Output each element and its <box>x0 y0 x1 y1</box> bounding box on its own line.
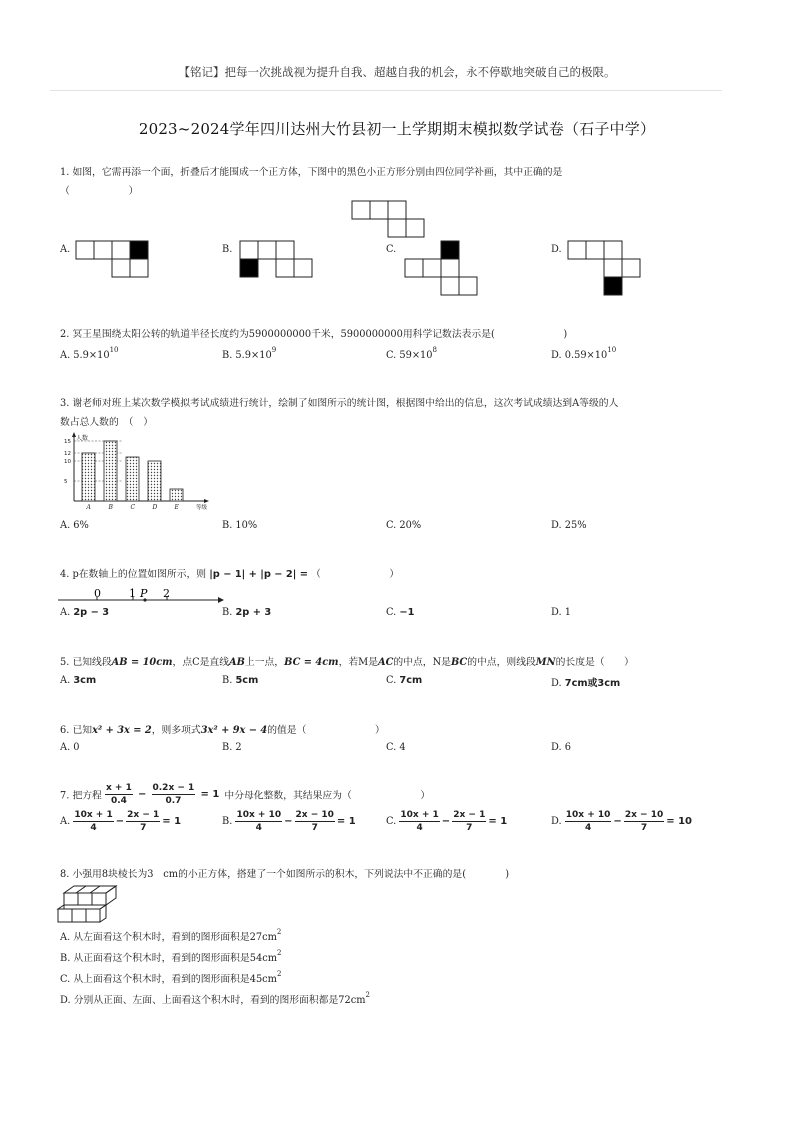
q4-stem: 4. p在数轴上的位置如图所示，则 |p − 1| + |p − 2| = （ ） <box>60 569 400 580</box>
q6-option-d: D. 6 <box>551 742 571 753</box>
q4-axis-label-p: P <box>140 587 148 600</box>
q8-stem: 8. 小强用8块棱长为3 cm的小正方体，搭建了一个如图所示的积木，下列说法中不正确的是( ) <box>60 869 510 880</box>
q6-option-a: A. 0 <box>60 742 80 753</box>
chart-x-tick-B: B <box>108 504 113 511</box>
chart-y-tick-1: 12 <box>64 451 71 457</box>
q4-option-b: B. 2p + 3 <box>222 607 272 618</box>
q1-option-d-label: D. <box>551 244 562 255</box>
chart-y-label: 人数 <box>76 435 89 442</box>
q1-answer-paren: （ ） <box>60 186 139 197</box>
chart-x-label: 等级 <box>196 505 208 511</box>
page-title: 2023~2024学年四川达州大竹县初一上学期期末模拟数学试卷（石子中学） <box>138 120 656 138</box>
q4-option-d: D. 1 <box>551 607 571 618</box>
q4-option-a: A. 2p − 3 <box>60 607 110 618</box>
q3-option-a: A. 6% <box>60 520 89 531</box>
q6-option-c: C. 4 <box>386 742 406 753</box>
q5-option-a: A. 3cm <box>60 675 97 686</box>
chart-y-tick-2: 10 <box>64 459 71 465</box>
q2-option-b: B. $5.9\times 10^9$ <box>222 346 277 361</box>
chart-y-tick-0: 15 <box>64 439 71 445</box>
chart-x-tick-A: A <box>86 504 91 511</box>
q4-option-c: C. −1 <box>386 607 415 618</box>
q4-axis-label-2: 2 <box>163 587 170 600</box>
q1-option-a-label: A. <box>60 244 71 255</box>
q7-fraction-2: $\frac{0.2x - 1}{0.7}$ <box>152 783 195 806</box>
q5-stem: 5. 已知线段AB = 10cm，点C是直线AB上一点，BC = 4cm，若M是AC的中点，N是BC的中点，则线段MN的长度是（ ） <box>60 657 634 668</box>
q3-option-b: B. 10% <box>222 520 258 531</box>
q4-axis-label-0: 0 <box>94 587 101 600</box>
q5-option-b: B. 5cm <box>222 675 259 686</box>
q2-option-a: A. $5.9\times 10^{10}$ <box>60 346 119 361</box>
q7-fraction-1: $\frac{x + 1}{0.4}$ <box>105 783 132 806</box>
q3-option-d: D. 25% <box>551 520 587 531</box>
chart-x-tick-C: C <box>130 504 136 511</box>
q2-option-c: C. $59\times 10^8$ <box>386 346 437 361</box>
q7-stem: 7. 把方程 $\frac{x + 1}{0.4}$ − $\frac{0.2x - 1}{0.7}$ = 1 中分母化整数，其结果应为（ ） <box>60 783 431 806</box>
chart-x-tick-E: E <box>174 504 179 511</box>
q1-stem: 1. 如图，它需再添一个面，折叠后才能围成一个正方体，下图中的黑色小正方形分别由四位同学补画，其中正确的是 <box>60 167 563 178</box>
chart-x-tick-D: D <box>152 504 158 511</box>
q8-option-c: C. 从上面看这个积木时，看到的图形面积是$45cm^2$ <box>60 970 282 985</box>
q4-axis-label-1: 1 <box>129 587 136 600</box>
chart-y-tick-3: 5 <box>64 479 68 485</box>
q3-option-c: C. 20% <box>386 520 422 531</box>
q3-stem-line1: 3. 谢老师对班上某次数学模拟考试成绩进行统计，绘制了如图所示的统计图，根据图中给出的信息，这次考试成绩达到A等级的人 <box>60 398 619 409</box>
q2-option-d: D. $0.59\times 10^{10}$ <box>551 346 617 361</box>
motto-banner: 【铭记】把每一次挑战视为提升自我、超越自我的机会，永不停歇地突破自己的极限。 <box>178 65 616 79</box>
q1-option-c-label: C. <box>386 244 397 255</box>
q8-option-b: B. 从正面看这个积木时，看到的图形面积是$54cm^2$ <box>60 949 282 964</box>
q5-option-c: C. 7cm <box>386 675 423 686</box>
q7-option-a: A. $\frac{10x + 1}{4}$ − $\frac{2x - 1}{7}$ = 1 <box>60 810 182 833</box>
q7-option-b: B. $\frac{10x + 10}{4}$ − $\frac{2x - 10}{7}$ = 1 <box>222 810 356 833</box>
q8-option-a: A. 从左面看这个积木时，看到的图形面积是$27cm^2$ <box>60 928 282 943</box>
q1-option-b-label: B. <box>222 244 233 255</box>
q8-option-d: D. 分别从正面、左面、上面看这个积木时，看到的图形面积都是$72cm^2$ <box>60 991 370 1006</box>
q7-option-c: C. $\frac{10x + 1}{4}$ − $\frac{2x - 1}{7}$ = 1 <box>386 810 508 833</box>
q6-option-b: B. 2 <box>222 742 242 753</box>
q4-expression: |p − 1| + |p − 2| = <box>209 569 308 580</box>
q2-stem: 2. 冥王星围绕太阳公转的轨道半径长度约为5900000000千米，5900000000用科学记数法表示是( ) <box>60 329 568 340</box>
q3-stem-line2: 数占总人数的 （ ） <box>60 417 154 428</box>
q7-option-d: D. $\frac{10x + 10}{4}$ − $\frac{2x - 10}{7}$ = 10 <box>551 810 692 833</box>
q6-stem: 6. 已知x² + 3x = 2，则多项式3x² + 9x − 4的值是（ ） <box>60 725 385 736</box>
q5-option-d: D. 7cm或3cm <box>551 678 621 689</box>
